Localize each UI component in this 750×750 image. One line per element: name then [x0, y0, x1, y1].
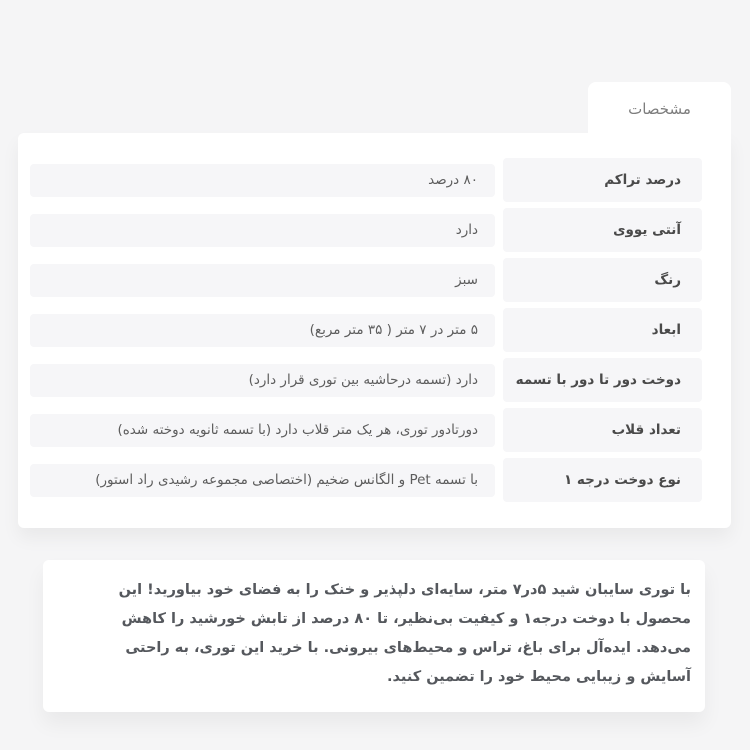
tab-specifications-label: مشخصات	[628, 99, 691, 118]
spec-value: ۵ متر در ۷ متر ( ۳۵ متر مربع)	[30, 314, 495, 347]
spec-value: دارد	[30, 214, 495, 247]
spec-row-density	[30, 158, 702, 202]
tab-specifications[interactable]	[588, 82, 731, 135]
spec-value: با تسمه Pet و الگانس ضخیم (اختصاصی مجموعه رشیدی راد استور)	[30, 464, 495, 497]
spec-label: تعداد قلاب	[503, 408, 702, 452]
description-card	[43, 560, 705, 712]
spec-value: دارد (تسمه درحاشیه بین توری قرار دارد)	[30, 364, 495, 397]
spec-label: نوع دوخت درجه ۱	[503, 458, 702, 502]
spec-value: سبز	[30, 264, 495, 297]
spec-row-hook-count	[30, 408, 702, 452]
spec-value: ۸۰ درصد	[30, 164, 495, 197]
spec-row-color	[30, 258, 702, 302]
spec-row-stitch-type	[30, 458, 702, 502]
spec-row-edge-stitching	[30, 358, 702, 402]
spec-label: رنگ	[503, 258, 702, 302]
spec-label: آنتی یووی	[503, 208, 702, 252]
spec-value: دورتادور توری، هر یک متر قلاب دارد (با تسمه ثانویه دوخته شده)	[30, 414, 495, 447]
product-description: با توری سایبان شید ۵در۷ متر، سایه‌ای دلپذیر و خنک را به فضای خود بیاورید! این محصول با دوخت درجه۱ و کیفیت بی‌نظیر، تا ۸۰ درصد از تابش خورشید را کاهش می‌دهد. ایده‌آل برای باغ، تراس و محیط‌های بیرونی. با خرید این توری، به راحتی آسایش و زیبایی محیط خود را تضمین کنید.	[118, 582, 691, 685]
spec-label: ابعاد	[503, 308, 702, 352]
spec-label: درصد تراکم	[503, 158, 702, 202]
spec-label: دوخت دور تا دور با تسمه	[503, 358, 702, 402]
spec-table	[30, 158, 702, 502]
specifications-panel	[18, 133, 731, 528]
spec-row-anti-uv	[30, 208, 702, 252]
spec-row-dimensions	[30, 308, 702, 352]
